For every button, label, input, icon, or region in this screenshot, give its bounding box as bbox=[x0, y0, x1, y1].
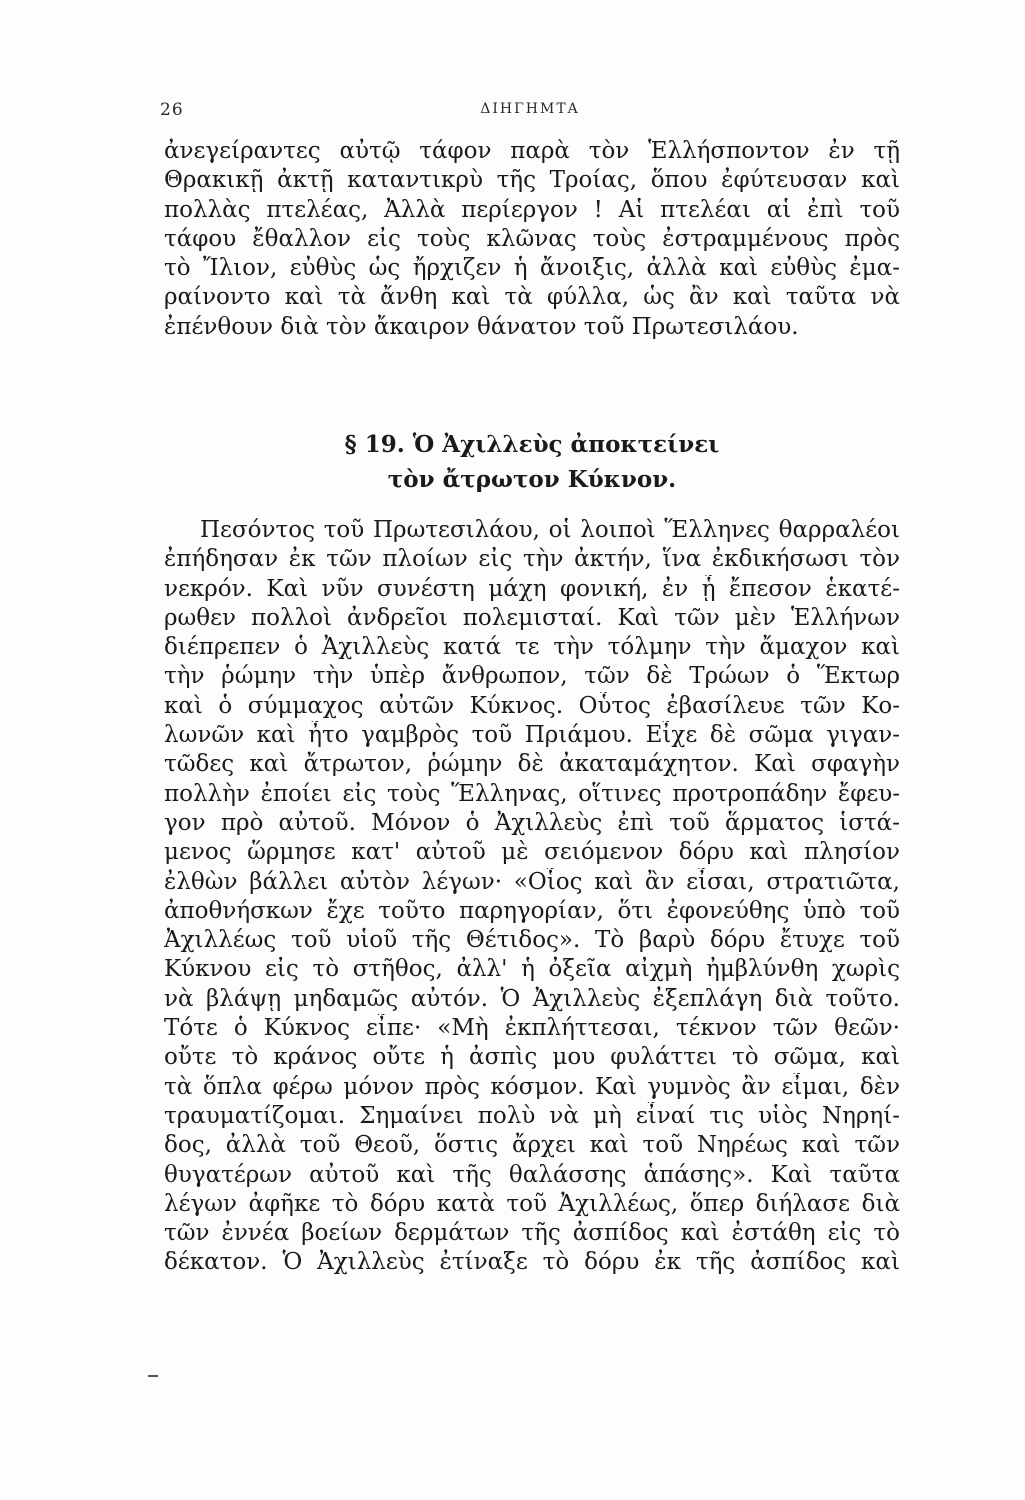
text-line: πολλὴν ἐποίει εἰς τοὺς Ἕλληνας, οἵτινες προτροπάδην ἔφευ- bbox=[164, 780, 900, 807]
section-heading bbox=[164, 428, 900, 497]
text-line: ραίνοντο καὶ τὰ ἄνθη καὶ τὰ φύλλα, ὡς ἂν καὶ ταῦτα νὰ bbox=[164, 284, 900, 311]
text-line: τῶν ἐννέα βοείων δερμάτων τῆς ἀσπίδος καὶ ἐστάθη εἰς τὸ bbox=[164, 1220, 900, 1247]
text-line: διέπρεπεν ὁ Ἀχιλλεὺς κατά τε τὴν τόλμην τὴν ἄμαχον καὶ bbox=[164, 634, 900, 661]
running-head bbox=[160, 100, 900, 124]
paragraph-1 bbox=[164, 137, 900, 342]
text-line: Θρακικῇ ἀκτῇ καταντικρὺ τῆς Τροίας, ὅπου ἐφύτευσαν καὶ bbox=[164, 167, 900, 194]
text-line: καὶ ὁ σύμμαχος αὐτῶν Κύκνος. Οὗτος ἐβασίλευε τῶν Κο- bbox=[164, 692, 900, 719]
text-line: λέγων ἀφῆκε τὸ δόρυ κατὰ τοῦ Ἀχιλλέως, ὅπερ διήλασε διὰ bbox=[164, 1190, 900, 1217]
text-line: πολλὰς πτελέας, Ἀλλὰ περίεργον ! Αἱ πτελέαι αἱ ἐπὶ τοῦ bbox=[164, 196, 900, 223]
text-line: γον πρὸ αὐτοῦ. Μόνον ὁ Ἀχιλλεὺς ἐπὶ τοῦ ἅρματος ἱστά- bbox=[164, 809, 900, 836]
text-line: ἀποθνήσκων ἔχε τοῦτο παρηγορίαν, ὅτι ἐφονεύθης ὑπὸ τοῦ bbox=[164, 897, 900, 924]
text-line: θυγατέρων αὐτοῦ καὶ τῆς θαλάσσης ἁπάσης». Καὶ ταῦτα bbox=[164, 1161, 900, 1188]
text-line: Κύκνου εἰς τὸ στῆθος, ἀλλ' ἡ ὀξεῖα αἰχμὴ ἠμβλύνθη χωρὶς bbox=[164, 956, 900, 983]
text-line: δέκατον. Ὁ Ἀχιλλεὺς ἐτίναξε τὸ δόρυ ἐκ τῆς ἀσπίδος καὶ bbox=[164, 1249, 900, 1276]
text-line: νὰ βλάψῃ μηδαμῶς αὐτόν. Ὁ Ἀχιλλεὺς ἐξεπλάγη διὰ τοῦτο. bbox=[164, 985, 900, 1012]
running-title: ΔΙΗΓΗΜΤΑ bbox=[480, 101, 580, 117]
text-line: τῶδες καὶ ἄτρωτον, ῥώμην δὲ ἀκαταμάχητον. Καὶ σφαγὴν bbox=[164, 751, 900, 778]
text-line: νεκρόν. Καὶ νῦν συνέστη μάχη φονική, ἐν ᾗ ἔπεσον ἑκατέ- bbox=[164, 575, 900, 602]
text-line: οὔτε τὸ κράνος οὔτε ἡ ἀσπὶς μου φυλάττει τὸ σῶμα, καὶ bbox=[164, 1044, 900, 1071]
section-heading-line-1: § 19. Ὁ Ἀχιλλεὺς ἀποκτείνει bbox=[344, 431, 720, 458]
margin-mark bbox=[148, 1375, 158, 1377]
text-line: τὰ ὅπλα φέρω μόνον πρὸς κόσμον. Καὶ γυμνὸς ἂν εἶμαι, δὲν bbox=[164, 1073, 900, 1100]
text-line: δος, ἀλλὰ τοῦ Θεοῦ, ὅστις ἄρχει καὶ τοῦ Νηρέως καὶ τῶν bbox=[164, 1132, 900, 1159]
text-line: τραυματίζομαι. Σημαίνει πολὺ νὰ μὴ εἶναί τις υἱὸς Νηρηί- bbox=[164, 1102, 900, 1129]
page-number: 26 bbox=[160, 100, 184, 120]
text-line: ἐπήδησαν ἐκ τῶν πλοίων εἰς τὴν ἀκτήν, ἵνα ἐκδικήσωσι τὸν bbox=[164, 546, 900, 573]
text-line: μενος ὥρμησε κατ' αὐτοῦ μὲ σειόμενον δόρυ καὶ πλησίον bbox=[164, 839, 900, 866]
text-line: ρωθεν πολλοὶ ἀνδρεῖοι πολεμισταί. Καὶ τῶν μὲν Ἑλλήνων bbox=[164, 604, 900, 631]
text-line: τάφου ἔθαλλον εἰς τοὺς κλῶνας τοὺς ἐστραμμένους πρὸς bbox=[164, 225, 900, 252]
text-line: λωνῶν καὶ ἦτο γαμβρὸς τοῦ Πριάμου. Εἶχε δὲ σῶμα γιγαν- bbox=[164, 722, 900, 749]
text-line: Τότε ὁ Κύκνος εἶπε· «Μὴ ἐκπλήττεσαι, τέκνον τῶν θεῶν· bbox=[164, 1015, 900, 1042]
text-line: τὴν ῥώμην τὴν ὑπὲρ ἄνθρωπον, τῶν δὲ Τρώων ὁ Ἕκτωρ bbox=[164, 663, 900, 690]
paragraph-2 bbox=[164, 516, 900, 1278]
text-line: Πεσόντος τοῦ Πρωτεσιλάου, οἱ λοιποὶ Ἕλληνες θαρραλέοι bbox=[200, 517, 900, 543]
section-heading-line-2: τὸν ἄτρωτον Κύκνον. bbox=[387, 466, 677, 493]
text-line: ἐπένθουν διὰ τὸν ἄκαιρον θάνατον τοῦ Πρωτεσιλάου. bbox=[164, 313, 799, 340]
text-line: ἐλθὼν βάλλει αὐτὸν λέγων· «Οἷος καὶ ἂν εἶσαι, στρατιῶτα, bbox=[164, 868, 900, 895]
text-line: Ἀχιλλέως τοῦ υἱοῦ τῆς Θέτιδος». Τὸ βαρὺ δόρυ ἔτυχε τοῦ bbox=[164, 927, 900, 954]
text-line: ἀνεγείραντες αὐτῷ τάφον παρὰ τὸν Ἑλλήσποντον ἐν τῇ bbox=[164, 138, 900, 164]
text-line: τὸ Ἴλιον, εὐθὺς ὡς ἤρχιζεν ἡ ἄνοιξις, ἀλλὰ καὶ εὐθὺς ἐμα- bbox=[164, 255, 900, 282]
